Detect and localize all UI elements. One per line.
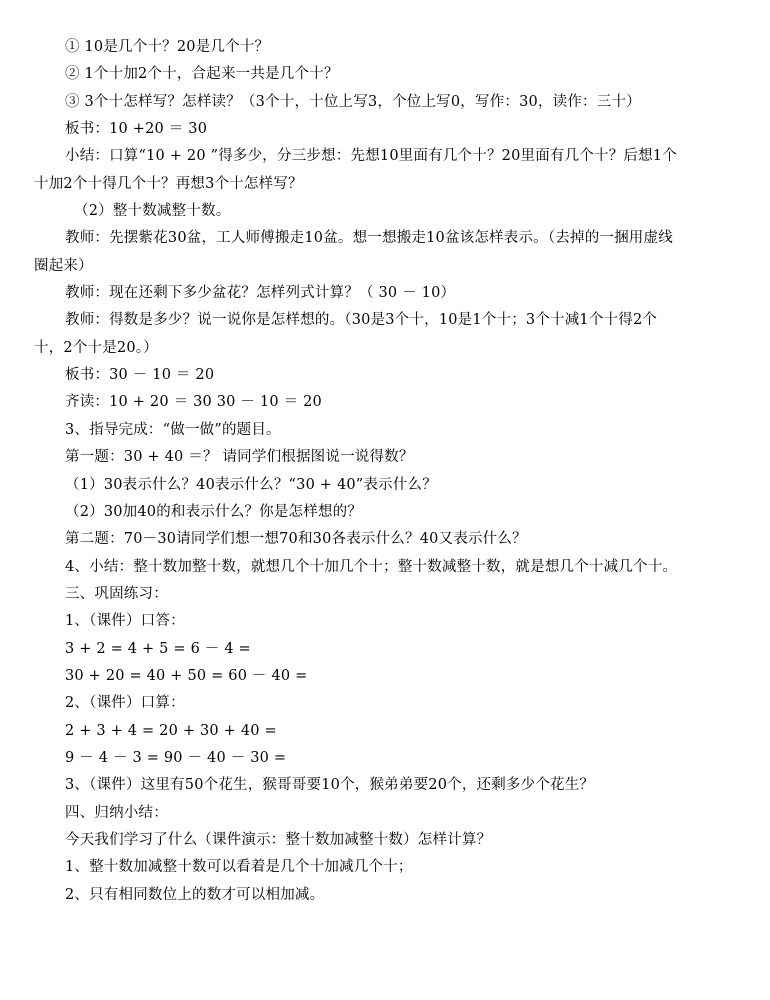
question-3: ③ 3个十怎样写？怎样读？（3个十，十位上写3，个位上写0，写作：30，读作：三十） [65, 93, 641, 110]
read-aloud: 齐读：10 + 20 ＝ 30 30 － 10 ＝ 20 [65, 394, 322, 411]
summary-section-4: 4、小结：整十数加整十数，就想几个十加几个十；整十数减整十数，就是想几个十减几个十。 [65, 558, 678, 575]
conclusion-heading: 四、归纳小结： [65, 804, 168, 821]
teacher-instruction-3: 教师：得数是多少？说一说你是怎样想的。（30是3个十，10是1个十；3个十减1个十得2个 [65, 312, 658, 329]
conclusion-point-2: 2、只有相同数位上的数才可以相加减。 [65, 886, 325, 903]
teacher-instruction-3-continued: 十，2个十是20。） [34, 339, 158, 356]
practice-3: 3、（课件）这里有50个花生，猴哥哥要10个，猴弟弟要20个，还剩多少个花生？ [65, 777, 595, 794]
exercise-1-question-b: （2）30加40的和表示什么？你是怎样想的？ [65, 503, 363, 520]
conclusion-point-1: 1、整十数加减整十数可以看着是几个十加减几个十； [65, 859, 413, 876]
conclusion-intro: 今天我们学习了什么（课件演示：整十数加减整十数）怎样计算？ [65, 831, 492, 848]
question-2: ② 1个十加2个十，合起来一共是几个十？ [65, 66, 339, 83]
question-1: ① 10是几个十？20是几个十？ [65, 39, 270, 55]
practice-2-heading: 2、（课件）口算： [65, 695, 185, 712]
board-writing-addition: 板书：10 +20 ＝ 30 [65, 121, 208, 138]
teacher-instruction-1-continued: 圈起来） [34, 257, 93, 274]
teacher-instruction-2: 教师：现在还剩下多少盆花？怎样列式计算？（ 30 － 10） [65, 285, 456, 302]
summary-addition-continued: 十加2个十得几个十？再想3个十怎样写？ [34, 175, 303, 192]
practice-1-row-1: 3 + 2 = 4 + 5 = 6 － 4 = [65, 640, 251, 657]
practice-2-row-2: 9 － 4 － 3 = 90 － 40 － 30 = [65, 749, 287, 766]
practice-1-row-2: 30 + 20 = 40 + 50 = 60 － 40 = [65, 667, 308, 684]
teacher-instruction-1: 教师：先摆紫花30盆，工人师傅搬走10盆。想一想搬走10盆该怎样表示。（去掉的一捆用虚线 [65, 230, 673, 247]
board-writing-subtraction: 板书：30 － 10 ＝ 20 [65, 367, 215, 384]
practice-1-heading: 1、（课件）口答： [65, 613, 185, 630]
guided-exercise-heading: 3、指导完成：“做一做”的题目。 [65, 421, 281, 438]
exercise-1: 第一题：30 + 40 ＝？ 请同学们根据图说一说得数？ [65, 449, 414, 466]
summary-addition: 小结：口算“10 + 20 ”得多少，分三步想：先想10里面有几个十？20里面有几个十？后想1个 [65, 148, 677, 165]
exercise-1-question-a: （1）30表示什么？40表示什么？“30 + 40”表示什么？ [65, 476, 437, 493]
practice-heading: 三、巩固练习： [65, 585, 168, 602]
section-subtraction-heading: （2）整十数减整十数。 [74, 203, 231, 220]
exercise-2: 第二题：70－30请同学们想一想70和30各表示什么？40又表示什么？ [65, 531, 527, 548]
practice-2-row-1: 2 + 3 + 4 = 20 + 30 + 40 = [65, 722, 277, 739]
document-page [34, 34, 736, 909]
